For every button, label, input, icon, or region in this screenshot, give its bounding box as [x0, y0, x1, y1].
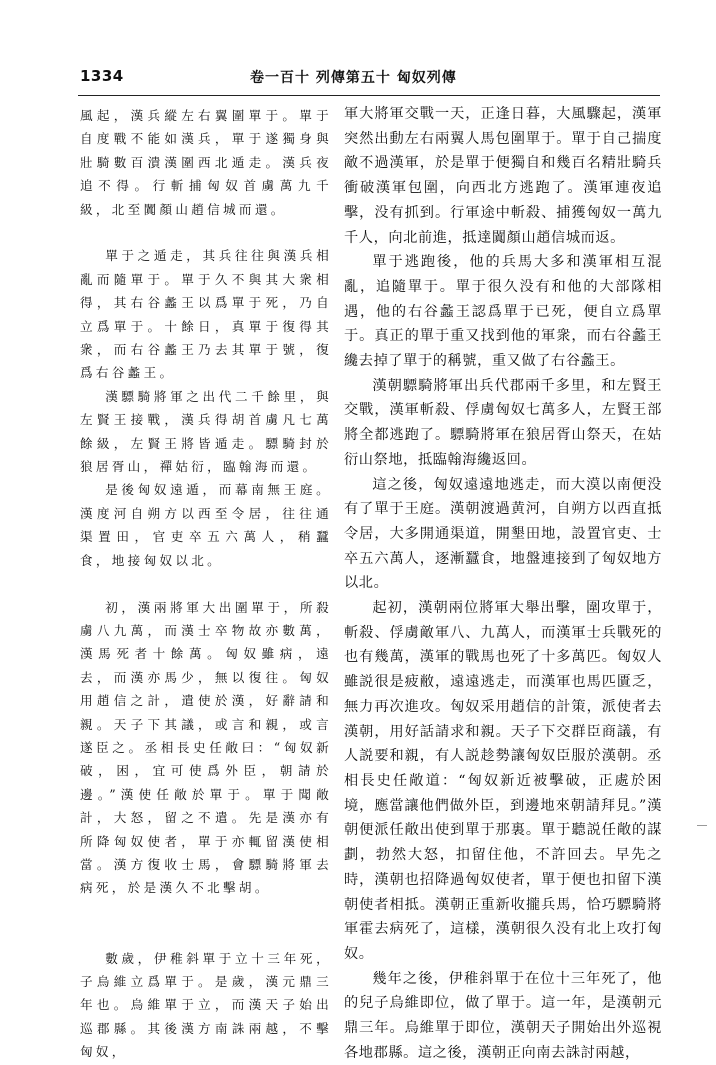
header-rule: [78, 95, 660, 96]
classical-text-column: [80, 104, 332, 1060]
translation-paragraph: 單于逃跑後，他的兵馬大多和漢軍相互混亂，追隨單于。單于很久没有和他的大部隊相遇，他的右谷蠡王認爲單于已死，便自立爲單于。真正的單于重又找到他的軍衆，而右谷蠡王纔去掉了單于的稱號，重又做了右谷蠡王。: [344, 254, 662, 370]
running-title: 卷一百十 列傳第五十 匈奴列傳: [250, 70, 457, 86]
page-header: [0, 58, 716, 98]
translation-column: [344, 102, 662, 1061]
classical-paragraph: 漢驃騎將軍之出代二千餘里，與左賢王接戰，漢兵得胡首虜凡七萬餘級，左賢王將皆遁走。驃騎封於狼居胥山，禪姑衍，臨翰海而還。: [80, 388, 332, 475]
margin-mark: [697, 825, 707, 826]
translation-paragraph: 漢朝驃騎將軍出兵代郡兩千多里，和左賢王交戰，漢軍斬殺、俘虜匈奴七萬多人，左賢王部將全都逃跑了。驃騎將軍在狼居胥山祭天，在姑衍山祭地，抵臨翰海纔返回。: [344, 377, 662, 468]
translation-paragraph: 起初，漢朝兩位將軍大舉出擊，圍攻單于，斬殺、俘虜敵軍八、九萬人，而漢軍士兵戰死的也有幾萬，漢軍的戰馬也死了十多萬匹。匈奴人雖説很是疲敝，遠遠逃走，而漢軍也馬匹匱乏，無力再次進攻。匈奴采用趙信的計策，派使者去漢朝，用好話請求和親。天子下交群臣商議，有人説要和親，有人説趁勢讓匈奴臣服於漢朝。丞相長史任敞道：“匈奴新近被擊破，正處於困境，應當讓他們做外臣，到邊地來朝請拜見。”漢朝便派任敞出使到單于那裏。單于聽説任敞的謀劃，勃然大怒，扣留住他，不許回去。早先之時，漢朝也招降過匈奴使者，單于便也扣留下漢朝使者相抵。漢朝正重新收攏兵馬，恰巧驃騎將軍霍去病死了，這樣，漢朝很久没有北上攻打匈奴。: [344, 600, 662, 962]
paragraph-gap: [80, 221, 332, 244]
paragraph-gap: [80, 900, 332, 947]
paragraph-gap: [80, 572, 332, 595]
classical-paragraph: 單于之遁走，其兵往往與漢兵相亂而隨單于。單于久不與其大衆相得，其右谷蠡王以爲單于死，乃自立爲單于。十餘日，真單于復得其衆，而右谷蠡王乃去其單于號，復爲右谷蠡王。: [80, 248, 332, 381]
classical-paragraph: 數歲，伊稚斜單于立十三年死，子烏維立爲單于。是歲，漢元鼎三年也。烏維單于立，而漢天子始出巡郡縣。其後漢方南誅兩越，不擊匈奴，: [80, 950, 332, 1060]
classical-paragraph: 風起，漢兵縱左右翼圍單于。單于自度戰不能如漢兵，單于遂獨身與壯騎數百潰漢圍西北遁走。漢兵夜追不得。行斬捕匈奴首虜萬九千級，北至闐顏山趙信城而還。: [80, 108, 332, 217]
page-number: 1334: [80, 67, 124, 85]
classical-paragraph: 初，漢兩將軍大出圍單于，所殺虜八九萬，而漢士卒物故亦數萬，漢馬死者十餘萬。匈奴雖病，遠去，而漢亦馬少，無以復往。匈奴用趙信之計，遣使於漢，好辭請和親。天子下其議，或言和親，或言遂臣之。丞相長史任敞曰：“匈奴新破，困，宜可使爲外臣，朝請於邊。”漢使任敞於單于。單于聞敞計，大怒，留之不遣。先是漢亦有所降匈奴使者，單于亦輒留漢使相當。漢方復收士馬，會驃騎將軍去病死，於是漢久不北擊胡。: [80, 599, 332, 896]
classical-paragraph: 是後匈奴遠遁，而幕南無王庭。漢度河自朔方以西至令居，往往通渠置田，官吏卒五六萬人，稍蠶食，地接匈奴以北。: [80, 482, 332, 568]
translation-paragraph: 軍大將軍交戰一天，正逢日暮，大風驟起，漢軍突然出動左右兩翼人馬包圍單于。單于自己揣度敵不過漢軍，於是單于便獨自和幾百名精壯騎兵衝破漢軍包圍，向西北方逃跑了。漢軍連夜追擊，没有抓到。行軍途中斬殺、捕獲匈奴一萬九千人，向北前進，抵達闐顏山趙信城而返。: [344, 106, 662, 246]
translation-paragraph: 幾年之後，伊稚斜單于在位十三年死了，他的兒子烏維即位，做了單于。這一年，是漢朝元鼎三年。烏維單于即位，漢朝天子開始出外巡視各地郡縣。這之後，漢朝正向南去誅討兩越，: [344, 970, 662, 1061]
translation-paragraph: 這之後，匈奴遠遠地逃走，而大漠以南便没有了單于王庭。漢朝渡過黄河，自朔方以西直抵令居，大多開通渠道，開墾田地，設置官吏、士卒五六萬人，逐漸蠶食，地盤連接到了匈奴地方以北。: [344, 476, 662, 592]
